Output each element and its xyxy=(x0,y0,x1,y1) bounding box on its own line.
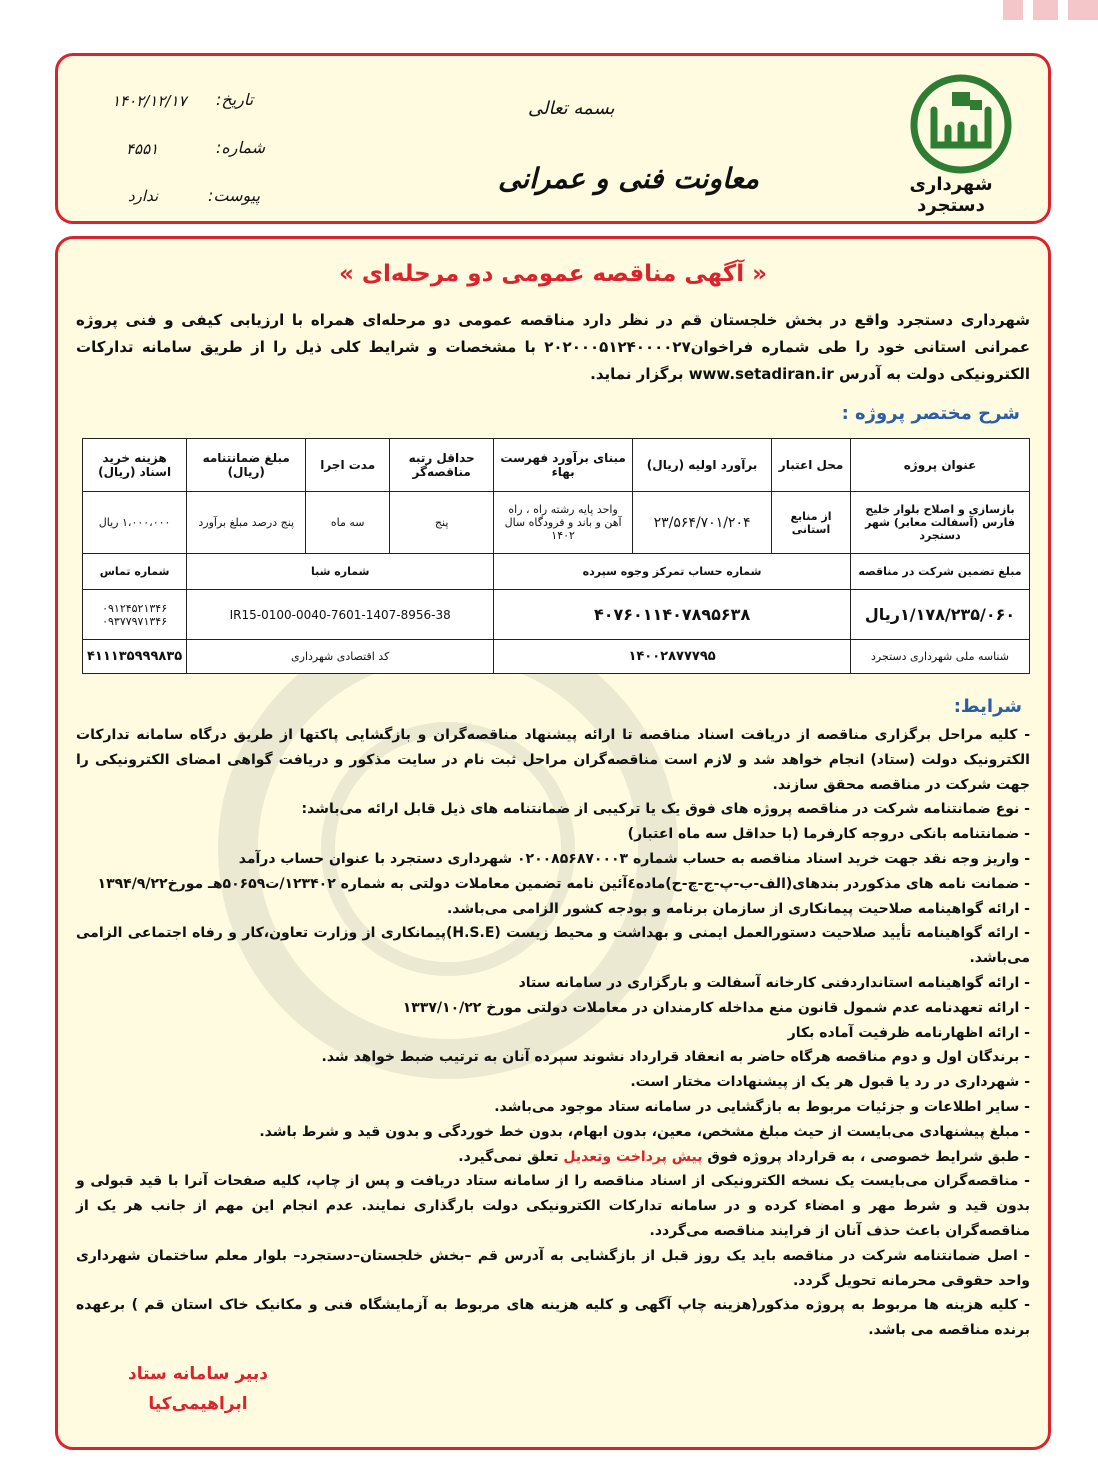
condition-item-special xyxy=(76,1145,1030,1170)
table-cell: شماره تماس xyxy=(83,554,187,590)
table-row xyxy=(83,640,1030,674)
table-cell: ۱۴۰۰۲۸۷۷۷۹۵ xyxy=(494,640,851,674)
special-text: - طبق شرایط خصوصی ، به قرارداد پروژه فوق xyxy=(702,1148,1030,1165)
condition-item: - ارائه گواهینامه استانداردفنی کارخانه آسفالت و بارگزاری در سامانه ستاد xyxy=(518,974,1030,991)
table-cell: ۱،۰۰۰،۰۰۰ ریال xyxy=(83,492,187,554)
project-summary-heading: شرح مختصر پروژه : xyxy=(841,403,1020,424)
condition-item: - ضمانتنامه بانکی دروجه کارفرما (با حداقل سه ماه اعتبار) xyxy=(627,826,1030,843)
corner-tag xyxy=(1003,0,1098,20)
condition-item: - ارائه اظهارنامه ظرفیت آماده بکار xyxy=(787,1024,1030,1041)
bismillah: بسمه تعالی xyxy=(528,98,615,119)
condition-item: - ضمانت نامه های مذکوردر بندهای(الف-ب-پ-ج-چ-ح)ماده٤آئین نامه تضمین معاملات دولتی به شماره ۱۲۳۴۰۲/ت۵۰۶۵۹هـ مورخ۱۳۹۴/۹/۲۲ xyxy=(97,875,1030,892)
header-cell: برآورد اولیه (ریال) xyxy=(633,439,772,492)
date-label: تاریخ: xyxy=(216,90,254,109)
condition-item: - نوع ضمانتنامه شرکت در مناقصه پروژه های فوق یک یا ترکیبی از ضمانتنامه های ذیل قابل ارائه می‌باشد: xyxy=(301,801,1030,818)
table-row xyxy=(83,492,1030,554)
phone-numbers xyxy=(83,590,187,640)
guarantee-amount: ۱/۱۷۸/۲۳۵/۰۶۰ریال xyxy=(851,590,1030,640)
number-value: ۴۵۵۱ xyxy=(126,140,159,158)
notice-title: « آگهی مناقصه عمومی دو مرحله‌ای » xyxy=(339,261,767,287)
condition-item: - ارائه گواهینامه صلاحیت پیمانکاری از سازمان برنامه و بودجه کشور الزامی می‌باشد. xyxy=(446,900,1030,917)
condition-item: - برندگان اول و دوم مناقصه هرگاه حاضر به انعقاد قرارداد نشوند سپرده آنان به ترتیب ضبط خواهد شد. xyxy=(321,1049,1030,1066)
condition-item: - ارائه تعهدنامه عدم شمول قانون منع مداخله کارمندان در معاملات دولتی مورخ ۱۳۳۷/۱۰/۲۲ xyxy=(402,999,1030,1016)
number-label: شماره: xyxy=(216,138,266,157)
phone-number: ۰۹۱۲۴۵۲۱۳۴۶ xyxy=(102,601,168,615)
table-cell: ۲۳/۵۶۴/۷۰۱/۲۰۴ xyxy=(633,492,772,554)
header-cell: حداقل رتبه مناقصه‌گر xyxy=(390,439,494,492)
table-cell: مبلغ تضمین شرکت در مناقصه xyxy=(851,554,1030,590)
signature-title: دبیر سامانه ستاد xyxy=(128,1364,268,1384)
deposit-account: ۴۰۷۶۰۱۱۴۰۷۸۹۵۶۳۸ xyxy=(494,590,851,640)
date-value: ۱۴۰۲/۱۲/۱۷ xyxy=(112,92,187,110)
table-cell: کد اقتصادی شهرداری xyxy=(187,640,494,674)
table-cell: پنج درصد مبلغ برآورد xyxy=(187,492,306,554)
header-cell: محل اعتبار xyxy=(772,439,851,492)
intro-paragraph: شهرداری دستجرد واقع در بخش خلجستان قم در نظر دارد مناقصه عمومی دو مرحله‌ای همراه با ارزیابی کیفی و فنی پروژه عمرانی استانی خود را طی شماره فراخوان۲۰۲۰۰۰۵۱۲۴۰۰۰۰۲۷ با مشخصات و شرایط کلی ذیل را از طریق سامانه تدارکات الکترونیکی دولت به آدرس www.setadiran.ir برگزار نماید. xyxy=(76,311,1031,383)
condition-item: - مبلغ پیشنهادی می‌بایست از حیث مبلغ مشخص، معین، بدون ابهام، بدون خط خوردگی و بدون قید و شرط باشد. xyxy=(259,1123,1030,1140)
condition-item: - ارائه گواهینامه تأیید صلاحیت دستورالعمل ایمنی و بهداشت و محیط زیست (H.S.E)پیمانکاری از وزارت تعاون،کار و رفاه اجتماعی الزامی می‌باشد. xyxy=(76,925,1030,967)
signature-name: ابراهیمی‌کیا xyxy=(148,1394,248,1414)
sheba-number: IR15-0100-0040-7601-1407-8956-38 xyxy=(187,590,494,640)
table-row xyxy=(83,590,1030,640)
attachment-label: پیوست: xyxy=(208,186,261,205)
table-cell: از منابع استانی xyxy=(772,492,851,554)
municipality-logo-icon xyxy=(896,70,1026,180)
conditions-heading: شرایط: xyxy=(953,696,1022,717)
letterhead xyxy=(55,53,1051,224)
project-table xyxy=(82,438,1030,674)
table-cell: پنج xyxy=(390,492,494,554)
tender-notice xyxy=(55,236,1051,1450)
condition-item: - کلیه هزینه ها مربوط به پروژه مذکور(هزینه چاپ آگهی و کلیه هزینه های مربوط به آزمایشگاه فنی و مکانیک خاک استان قم ) برعهده برنده مناقصه می باشد. xyxy=(76,1297,1030,1339)
table-header-row xyxy=(83,439,1030,492)
municipality-name: شهرداری دستجرد xyxy=(909,174,993,216)
special-text: تعلق نمی‌گیرد. xyxy=(458,1148,564,1165)
condition-item: - سایر اطلاعات و جزئیات مربوط به بازگشایی در سامانه ستاد موجود می‌باشد. xyxy=(494,1098,1030,1115)
department-title: معاونت فنی و عمرانی xyxy=(498,162,760,195)
table-cell: بازسازی و اصلاح بلوار خلیج فارس (آسفالت معابر) شهر دستجرد xyxy=(851,492,1030,554)
conditions-list xyxy=(76,723,1030,1343)
condition-item: - کلیه مراحل برگزاری مناقصه از دریافت اسناد مناقصه تا ارائه پیشنهاد مناقصه‌گران و بازگشایی پاکتها از طریق درگاه سامانه تدارکات الکترونیک دولت (ستاد) انجام خواهد شد و لازم است مناقصه‌گران مراحل ثبت نام در سایت مذکور و دریافت گواهی امضای الکترونیکی را جهت شرکت در مناقصه محقق سازند. xyxy=(76,727,1030,793)
condition-item: - اصل ضمانتنامه شرکت در مناقصه باید یک روز قبل از بازگشایی به آدرس قم –بخش خلجستان–دستجرد– بلوار معلم ساختمان شهرداری واحد حقوقی محرمانه تحویل گردد. xyxy=(76,1247,1030,1289)
header-cell: مبنای برآورد فهرست بهاء xyxy=(494,439,633,492)
special-highlight: پیش پرداخت وتعدیل xyxy=(563,1148,703,1165)
table-cell: سه ماه xyxy=(306,492,390,554)
condition-item: - مناقصه‌گران می‌بایست یک نسخه الکترونیکی از اسناد مناقصه را از سامانه ستاد دریافت و پس از چاپ، کلیه صفحات آنرا با قید قبولی و بدون قید و شرط مهر و امضاء کرده و در سامانه تدارکات الکترونیکی دولت بارگذاری نمایند. عدم انجام این مهم از جانب هر یک از مناقصه‌گران باعث حذف آنان از فرایند مناقصه می‌گردد. xyxy=(76,1173,1030,1239)
table-cell: شماره حساب تمرکز وجوه سپرده xyxy=(494,554,851,590)
signature-block xyxy=(128,1359,268,1419)
table-subheader-row xyxy=(83,554,1030,590)
header-cell: هزینه خرید اسناد (ریال) xyxy=(83,439,187,492)
table-cell: شناسه ملی شهرداری دستجرد xyxy=(851,640,1030,674)
header-cell: عنوان پروژه xyxy=(851,439,1030,492)
condition-item: - شهرداری در رد یا قبول هر یک از پیشنهادات مختار است. xyxy=(630,1074,1030,1091)
table-cell: واحد پایه رشته راه ، راه آهن و باند و فرودگاه سال ۱۴۰۲ xyxy=(494,492,633,554)
phone-number: ۰۹۳۷۷۹۷۱۳۴۶ xyxy=(102,614,168,628)
table-cell: ۴۱۱۱۳۵۹۹۹۸۳۵ xyxy=(83,640,187,674)
attachment-value: ندارد xyxy=(128,187,159,205)
table-cell: شماره شبا xyxy=(187,554,494,590)
header-cell: مدت اجرا xyxy=(306,439,390,492)
header-cell: مبلغ ضمانتنامه (ریال) xyxy=(187,439,306,492)
condition-item: - واریز وجه نقد جهت خرید اسناد مناقصه به حساب شماره ۰۲۰۰۸۵۶۸۷۰۰۰۳ شهرداری دستجرد با عنوان حساب درآمد xyxy=(238,850,1030,867)
